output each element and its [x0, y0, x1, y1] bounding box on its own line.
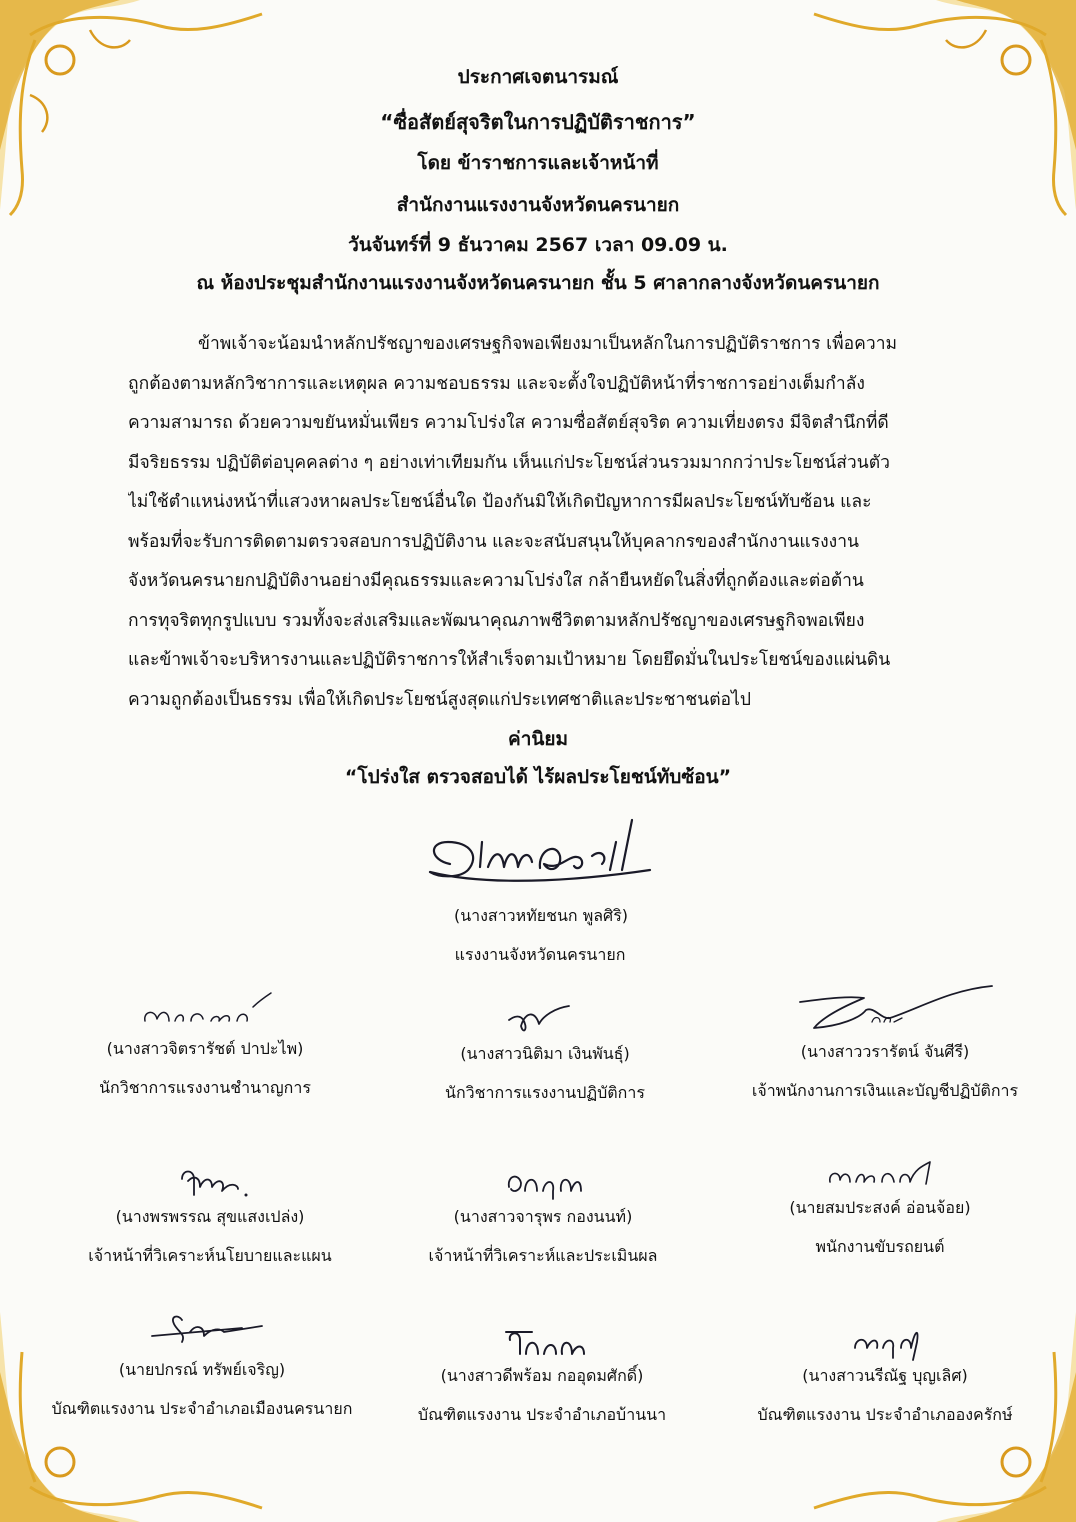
- main-signatory-position: แรงงานจังหวัดนครนายก: [454, 945, 626, 964]
- date-time: วันจันทร์ที่ 9 ธันวาคม 2567 เวลา 09.09 น.: [348, 234, 728, 256]
- main-signatory-name: (นางสาวหทัยชนก พูลศิริ): [453, 906, 629, 925]
- pledge-title: “ซื่อสัตย์สุจริตในการปฏิบัติราชการ”: [380, 110, 696, 134]
- signature-image: [112, 1302, 292, 1358]
- signature-block: [45, 1155, 375, 1269]
- main-signature-block: [340, 812, 740, 968]
- signatory-position: นักวิชาการแรงงานปฏิบัติการ: [445, 1083, 645, 1102]
- signatory-name: (นางพรพรรณ สุขแสงเปล่ง): [115, 1207, 305, 1226]
- body-line: ข้าพเจ้าจะน้อมนำหลักปรัชญาของเศรษฐกิจพอเพียงมาเป็นหลักในการปฏิบัติราชการ เพื่อความ: [198, 334, 898, 354]
- signatory-name: (นายสมประสงค์ อ่อนจ้อย): [789, 1198, 971, 1217]
- pledge-paragraph: [128, 328, 968, 723]
- signatory-position: นักวิชาการแรงงานชำนาญการ: [99, 1078, 311, 1097]
- body-line: ความสามารถ ด้วยความขยันหมั่นเพียร ความโปร่งใส ความซื่อสัตย์สุจริต ความเที่ยงตรง มีจิตสำนึกที่ดี: [128, 413, 889, 433]
- signatory-position: พนักงานขับรถยนต์: [815, 1237, 945, 1256]
- signatory-position: เจ้าหน้าที่วิเคราะห์และประเมินผล: [428, 1246, 658, 1265]
- body-line: ความถูกต้องเป็นธรรม เพื่อให้เกิดประโยชน์สูงสุดแก่ประเทศชาติและประชาชนต่อไป: [128, 689, 751, 710]
- signatory-position: บัณฑิตแรงงาน ประจำอำเภอองครักษ์: [757, 1405, 1013, 1424]
- body-line: การทุจริตทุกรูปแบบ รวมทั้งจะส่งเสริมและพัฒนาคุณภาพชีวิตตามหลักปรัชญาของเศรษฐกิจพอเพียง: [128, 610, 865, 631]
- signatory-name: (นางสาวนิติมา เงินพันธุ์): [460, 1044, 630, 1063]
- values-title: ค่านิยม: [507, 728, 569, 750]
- body-line: มีจริยธรรม ปฏิบัติต่อบุคคลต่าง ๆ อย่างเท่าเทียมกัน เห็นแก่ประโยชน์ส่วนรวมมากกว่าประโยชน์ส่วนตัว: [128, 452, 890, 473]
- signature-image: [790, 1148, 970, 1196]
- signatory-position: เจ้าหน้าที่วิเคราะห์นโยบายและแผน: [88, 1246, 332, 1265]
- signatory-position: บัณฑิตแรงงาน ประจำอำเภอบ้านนา: [417, 1405, 667, 1424]
- signature-image: [463, 1155, 623, 1205]
- signatory-position: เจ้าพนักงานการเงินและบัญชีปฏิบัติการ: [751, 1081, 1019, 1100]
- signature-block: [715, 1148, 1045, 1260]
- body-line: ไม่ใช้ตำแหน่งหน้าที่แสวงหาผลประโยชน์อื่นใด ป้องกันมิให้เกิดปัญหาการมีผลประโยชน์ทับซ้อน และ: [128, 492, 872, 512]
- signatory-name: (นายปกรณ์ ทรัพย์เจริญ): [118, 1360, 286, 1379]
- signature-image: [130, 1155, 290, 1205]
- signature-block: [378, 1155, 708, 1269]
- office-name: สำนักงานแรงงานจังหวัดนครนายก: [396, 194, 680, 216]
- signature-image: [805, 1318, 965, 1364]
- signatory-name: (นางสาวจิตรารัชต์ ปาปะไพ): [106, 1039, 304, 1058]
- signatory-position: บัณฑิตแรงงาน ประจำอำเภอเมืองนครนายก: [51, 1399, 353, 1418]
- body-line: พร้อมที่จะรับการติดตามตรวจสอบการปฏิบัติงาน และจะสนับสนุนให้บุคลากรของสำนักงานแรงงาน: [128, 531, 859, 552]
- signature-image: [125, 985, 285, 1037]
- values-slogan: “โปร่งใส ตรวจสอบได้ ไร้ผลประโยชน์ทับซ้อน”: [344, 766, 732, 788]
- venue: ณ ห้องประชุมสำนักงานแรงงานจังหวัดนครนายก ชั้น 5 ศาลากลางจังหวัดนครนายก: [196, 272, 880, 294]
- signatory-name: (นางสาวนรีณัฐ บุญเลิศ): [802, 1366, 968, 1385]
- signatory-name: (นางสาววรารัตน์ จันศีรี): [800, 1042, 970, 1061]
- body-line: จังหวัดนครนายกปฏิบัติงานอย่างมีคุณธรรมและความโปร่งใส กล้ายืนหยัดในสิ่งที่ถูกต้องและต่อต้าน: [128, 571, 864, 591]
- body-line: ถูกต้องตามหลักวิชาการและเหตุผล ความชอบธรรม และจะตั้งใจปฏิบัติหน้าที่ราชการอย่างเต็มกำลัง: [128, 373, 865, 394]
- signature-block: [380, 990, 710, 1106]
- signature-block: [720, 978, 1050, 1104]
- signature-image: [462, 1318, 622, 1364]
- main-signature-image: [410, 812, 670, 902]
- by-line: โดย ข้าราชการและเจ้าหน้าที่: [417, 152, 659, 174]
- signature-block: [715, 1318, 1055, 1428]
- signatory-name: (นางสาวจารุพร กองนนท์): [453, 1207, 633, 1226]
- announcement-title: ประกาศเจตนารมณ์: [457, 66, 619, 88]
- body-line: และข้าพเจ้าจะบริหารงานและปฏิบัติราชการให้สำเร็จตามเป้าหมาย โดยยึดมั่นในประโยชน์ของแผ่นดิน: [128, 650, 891, 670]
- signature-block: [40, 985, 370, 1101]
- signature-image: [770, 978, 1000, 1040]
- signatory-name: (นางสาวดีพร้อม กออุดมศักดิ์): [440, 1366, 644, 1385]
- signature-image: [465, 990, 625, 1042]
- signature-block: [32, 1302, 372, 1422]
- signature-block: [372, 1318, 712, 1428]
